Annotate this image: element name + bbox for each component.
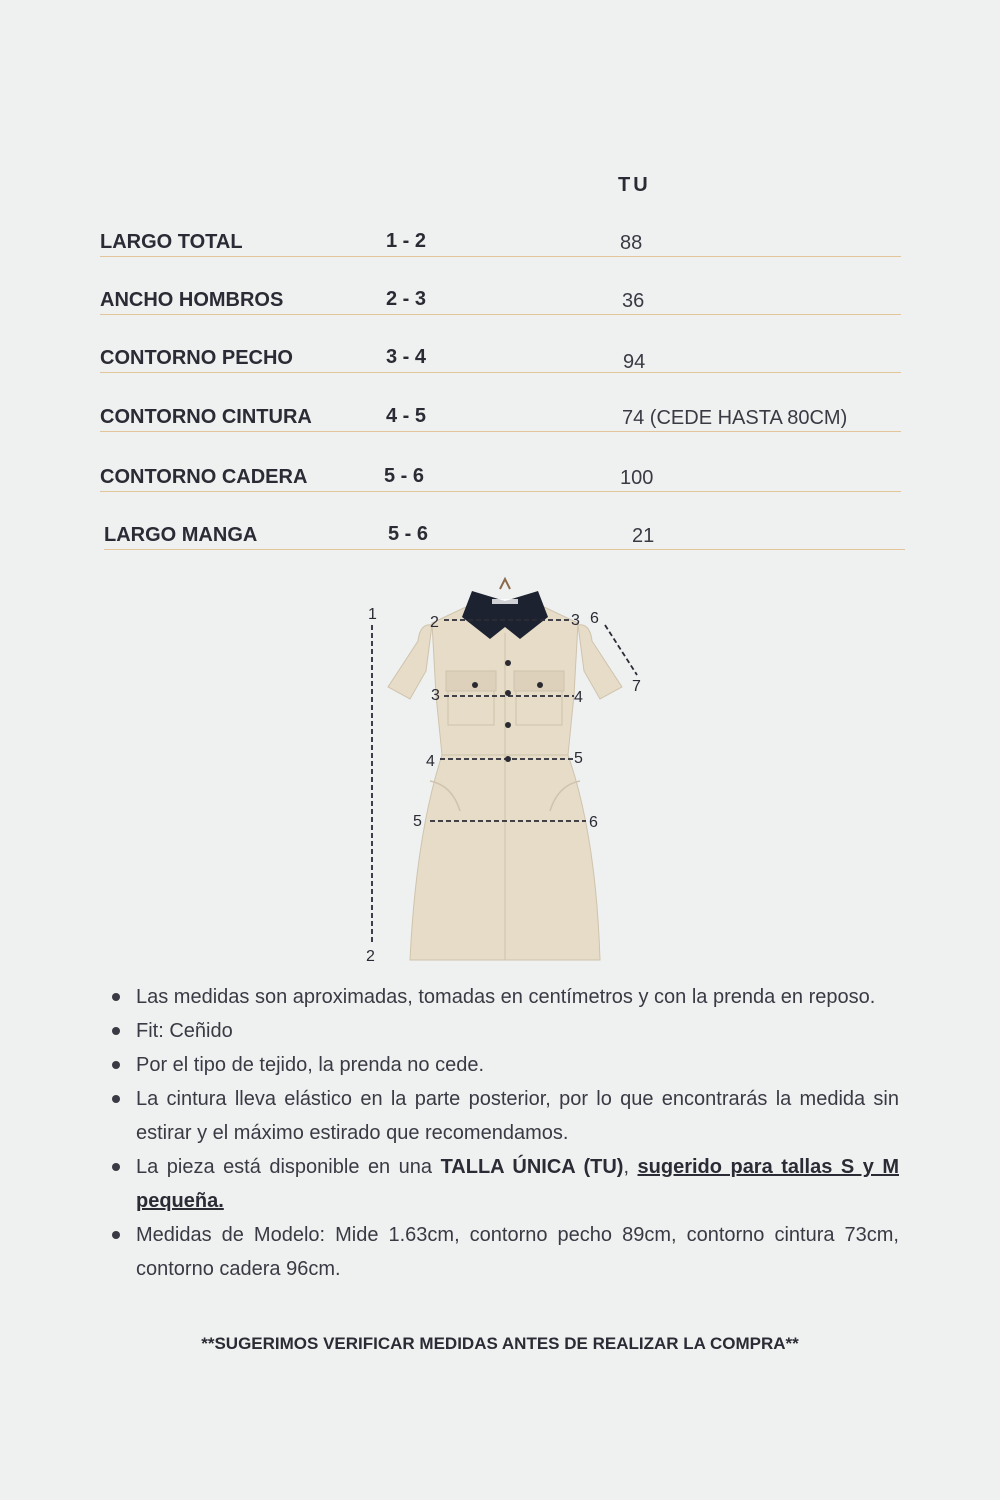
measurement-label: LARGO TOTAL xyxy=(100,231,243,253)
size-emphasis: TALLA ÚNICA (TU) xyxy=(440,1156,624,1178)
measurement-value: 88 xyxy=(620,232,643,254)
note-item xyxy=(108,1218,899,1286)
point-label-4-waist: 4 xyxy=(426,753,435,770)
point-label-4-chest: 4 xyxy=(574,689,583,706)
note-item xyxy=(108,1014,899,1048)
measurement-label: CONTORNO CADERA xyxy=(100,466,308,488)
measurement-row-contorno-cadera xyxy=(100,457,901,492)
measurement-points: 3 - 4 xyxy=(386,346,427,368)
measurement-label: LARGO MANGA xyxy=(104,524,258,546)
point-label-2: 2 xyxy=(430,614,439,631)
measurement-points: 4 - 5 xyxy=(386,405,427,427)
note-text: La pieza está disponible en una xyxy=(136,1156,441,1178)
measurement-value: 100 xyxy=(620,467,654,489)
measurement-label: ANCHO HOMBROS xyxy=(100,289,284,311)
measurement-points: 5 - 6 xyxy=(384,465,425,487)
note-item xyxy=(108,1082,899,1150)
measurement-value: 74 (CEDE HASTA 80CM) xyxy=(622,407,848,429)
measurement-value: 21 xyxy=(632,525,655,547)
note-separator: , xyxy=(623,1156,638,1178)
note-item xyxy=(108,1150,899,1218)
note-text: Por el tipo de tejido, la prenda no cede. xyxy=(136,1054,485,1076)
measurement-points: 1 - 2 xyxy=(386,230,427,252)
measurement-label: CONTORNO CINTURA xyxy=(100,406,312,428)
point-label-5-waist: 5 xyxy=(574,750,583,767)
measurement-row-largo-total xyxy=(100,222,901,257)
measurement-value: 94 xyxy=(623,351,646,373)
measurement-row-contorno-pecho xyxy=(100,338,901,373)
dress-illustration xyxy=(388,579,622,960)
point-label-3-shoulder: 3 xyxy=(571,612,580,629)
note-text: Medidas de Modelo: Mide 1.63cm, contorno pecho 89cm, contorno cintura 73cm, contorno cadera 96cm. xyxy=(136,1224,899,1280)
note-text: Las medidas son aproximadas, tomadas en centímetros y con la prenda en reposo. xyxy=(136,986,876,1008)
measurement-row-largo-manga xyxy=(104,515,905,550)
note-text: Fit: Ceñido xyxy=(136,1020,233,1042)
measurement-value: 36 xyxy=(622,290,645,312)
point-label-3-chest: 3 xyxy=(431,687,440,704)
size-notes-list xyxy=(108,980,899,1286)
point-label-2-bottom: 2 xyxy=(366,948,375,965)
point-label-6-hip: 6 xyxy=(589,814,598,831)
point-label-7: 7 xyxy=(632,678,641,695)
suggested-sizes-link[interactable]: sugerido para tallas S y M pequeña. xyxy=(136,1156,899,1212)
measurement-label: CONTORNO PECHO xyxy=(100,347,293,369)
dress-measurement-diagram xyxy=(360,575,650,970)
point-label-1: 1 xyxy=(368,606,377,623)
point-label-6-sleeve: 6 xyxy=(590,610,599,627)
size-column-header: TU xyxy=(618,174,651,196)
verification-notice: **SUGERIMOS VERIFICAR MEDIDAS ANTES DE REALIZAR LA COMPRA** xyxy=(201,1334,799,1353)
measurement-row-ancho-hombros xyxy=(100,280,901,315)
point-label-5-hip: 5 xyxy=(413,813,422,830)
measurement-points: 2 - 3 xyxy=(386,288,427,310)
measurement-row-contorno-cintura xyxy=(100,397,901,432)
note-item xyxy=(108,1048,899,1082)
note-item xyxy=(108,980,899,1014)
note-text: La cintura lleva elástico en la parte posterior, por lo que encontrarás la medida sin estirar y el máximo estirado que recomendamos. xyxy=(136,1088,899,1144)
measurement-points: 5 - 6 xyxy=(388,523,429,545)
